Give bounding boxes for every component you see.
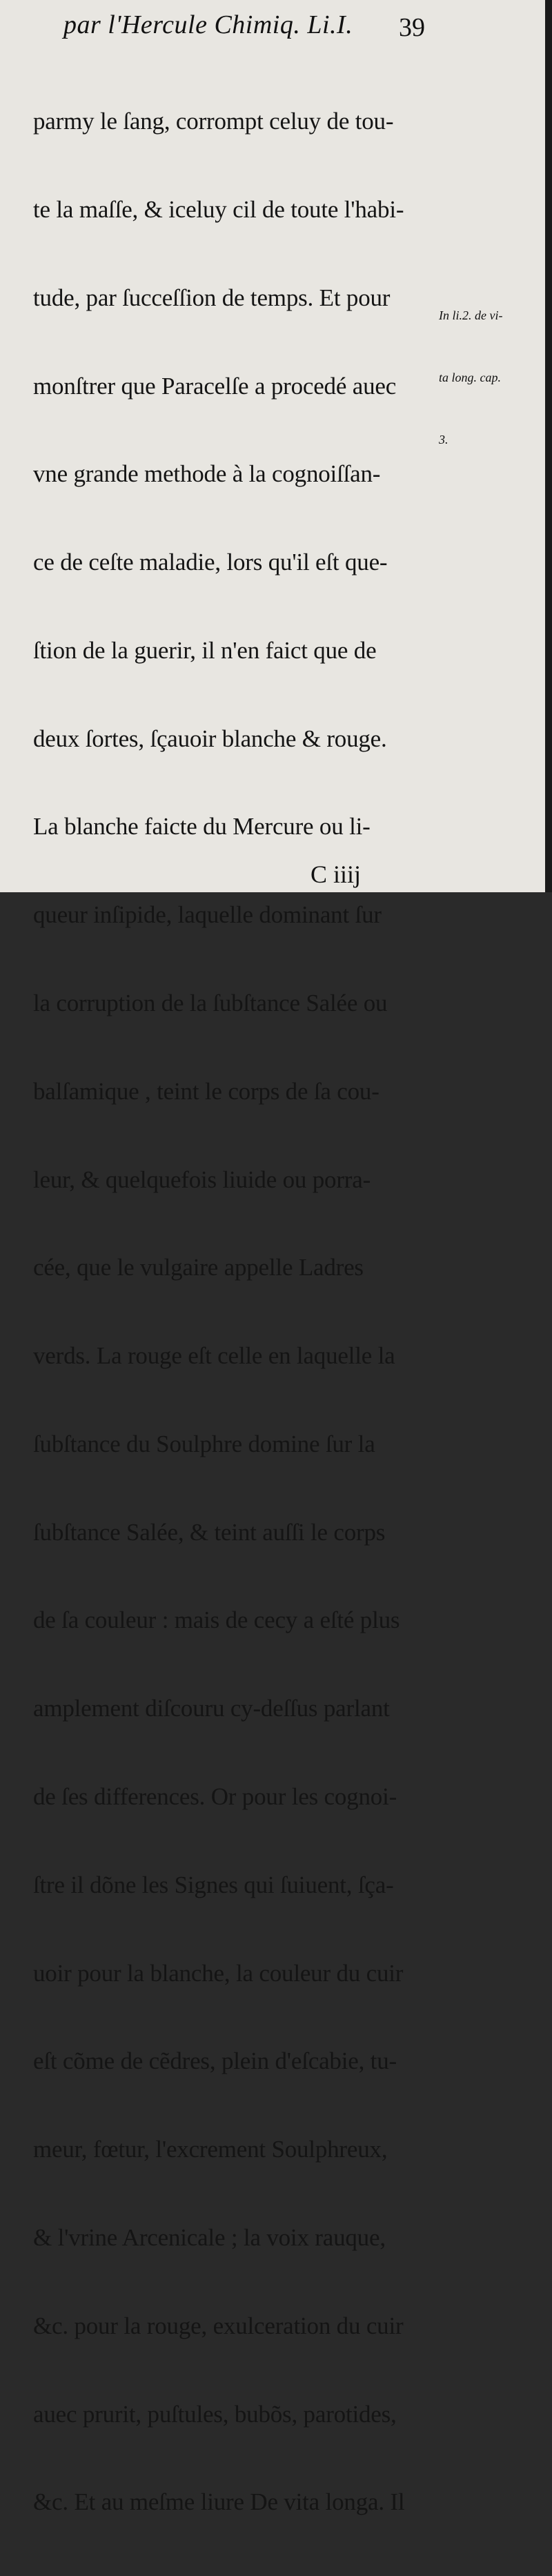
text-line: vne grande methode à la cognoiſſan- xyxy=(33,460,381,488)
text-line: tude, par ſucceſſion de temps. Et pour xyxy=(33,284,391,311)
text-line: parmy le ſang, corrompt celuy de tou- xyxy=(33,108,394,135)
signature-mark: C iiij xyxy=(310,861,362,888)
text-line: te la maſſe, & iceluy cil de toute l'habi- xyxy=(33,195,404,223)
text-line: amplement diſcouru cy-deſſus parlant xyxy=(33,1695,390,1722)
running-title: par l'Hercule Chimiq. Li.I. xyxy=(63,10,353,39)
text-line: La blanche faicte du Mercure ou li- xyxy=(33,813,371,840)
text-line: la corruption de la ſubſtance Salée ou xyxy=(33,990,388,1016)
text-line: meur, fœtur, l'excrement Soulphreux, xyxy=(33,2136,388,2163)
text-line: leur, & quelquefois liuide ou porra- xyxy=(33,1166,371,1193)
text-line: deux ſortes, ſçauoir blanche & rouge. xyxy=(33,725,387,752)
body-text xyxy=(33,48,433,2576)
margin-note-line: In li.2. de vi- xyxy=(439,308,503,322)
text-line: verds. La rouge eſt celle en laquelle la xyxy=(33,1342,395,1370)
text-line: uoir pour la blanche, la couleur du cuir xyxy=(33,1959,404,1987)
text-line: &c. Et au meſme liure De vita longa. Il xyxy=(33,2488,405,2516)
text-line: de ſa couleur : mais de cecy a eſté plus xyxy=(33,1606,400,1634)
text-line: ſubſtance du Soulphre domine ſur la xyxy=(33,1430,375,1457)
text-line: ſtre il dõne les Signes qui ſuiuent, ſça- xyxy=(33,1871,394,1898)
text-line: monſtrer que Paracelſe a procedé auec xyxy=(33,372,397,400)
text-line: &c. pour la rouge, exulceration du cuir xyxy=(33,2312,404,2339)
text-line: & l'vrine Arcenicale ; la voix rauque, xyxy=(33,2223,386,2251)
text-line: ſtion de la guerir, il n'en faict que de xyxy=(33,636,377,664)
text-line: queur inſipide, laquelle dominant ſur xyxy=(33,901,382,929)
margin-note-line: 3. xyxy=(439,433,448,446)
text-line: auec prurit, puſtules, bubõs, parotides, xyxy=(33,2400,397,2428)
margin-note-line: ta long. cap. xyxy=(439,371,501,384)
text-line: ce de ceſte maladie, lors qu'il eſt que- xyxy=(33,549,388,576)
text-line: cée, que le vulgaire appelle Ladres xyxy=(33,1254,364,1281)
page-number: 39 xyxy=(399,13,425,42)
text-line: eſt cõme de cẽdres, plein d'eſcabie, tu- xyxy=(33,2047,397,2075)
text-line: de ſes differences. Or pour les cognoi- xyxy=(33,1783,397,1811)
text-line: ſubſtance Salée, & teint auſſi le corps xyxy=(33,1518,386,1546)
text-line: balſamique , teint le corps de ſa cou- xyxy=(33,1077,379,1105)
margin-note xyxy=(439,264,502,491)
